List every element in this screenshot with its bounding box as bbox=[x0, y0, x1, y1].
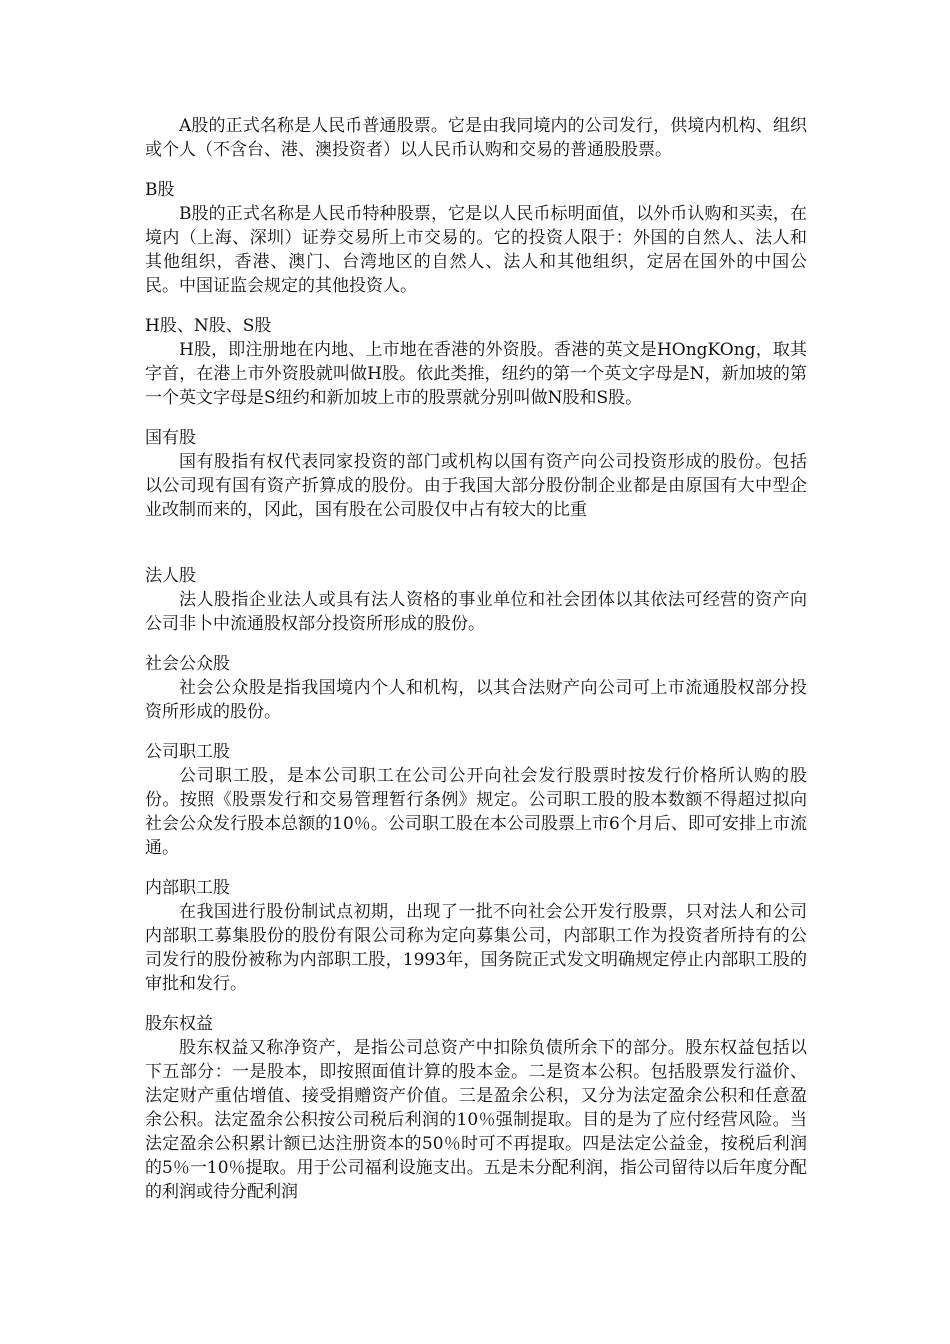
public-share-heading: 社会公众股 bbox=[145, 654, 230, 674]
spacer bbox=[145, 724, 807, 740]
b-share-heading: B股 bbox=[145, 180, 175, 200]
internal-employee-share-heading: 内部职工股 bbox=[145, 878, 230, 898]
spacer bbox=[145, 162, 807, 178]
legal-person-share-paragraph: 法人股指企业法人或具有法人资格的事业单位和社会团体以其依法可经营的资产向公司非卜中流通股权部分投资所形成的股份。 bbox=[145, 590, 807, 634]
document-page bbox=[145, 114, 807, 1204]
h-n-s-share-paragraph: H股，即注册地在内地、上市地在香港的外资股。香港的英文是HOngKOng，取其字首，在港上市外资股就叫做H股。依此类推，纽约的第一个英文字母是N，新加坡的第一个英文字母是S纽约和新加坡上市的股票就分别叫做N股和S股。 bbox=[145, 340, 807, 408]
employee-share-heading: 公司职工股 bbox=[145, 742, 230, 762]
spacer bbox=[145, 410, 807, 426]
internal-employee-share-paragraph: 在我国进行股份制试点初期，出现了一批不向社会公开发行股票，只对法人和公司内部职工募集股份的股份有限公司称为定向募集公司，内部职工作为投资者所持有的公司发行的股份被称为内部职工股，1993年，国务院正式发文明确规定停止内部职工股的审批和发行。 bbox=[145, 902, 807, 994]
h-n-s-share-heading: H股、N股、S股 bbox=[145, 316, 272, 336]
employee-share-paragraph: 公司职工股，是本公司职工在公司公开向社会发行股票时按发行价格所认购的股份。按照《股票发行和交易管理暂行条例》规定。公司职工股的股本数额不得超过拟向社会公众发行股本总额的10％。公司职工股在本公司股票上市6个月后、即可安排上市流通。 bbox=[145, 766, 807, 858]
a-share-paragraph: A股的正式名称是人民币普通股票。它是由我同境内的公司发行，供境内机构、组织或个人（不含台、港、澳投资者）以人民币认购和交易的普通股股票。 bbox=[145, 116, 807, 160]
spacer bbox=[145, 860, 807, 876]
state-share-heading: 国有股 bbox=[145, 428, 196, 448]
legal-person-share-heading: 法人股 bbox=[145, 566, 196, 586]
public-share-paragraph: 社会公众股是指我国境内个人和机构，以其合法财产向公司可上市流通股权部分投资所形成的股份。 bbox=[145, 678, 807, 722]
spacer bbox=[145, 636, 807, 652]
shareholder-equity-heading: 股东权益 bbox=[145, 1014, 213, 1034]
spacer bbox=[145, 298, 807, 314]
spacer bbox=[145, 996, 807, 1012]
b-share-paragraph: B股的正式名称是人民币特种股票，它是以人民币标明面值，以外币认购和买卖，在境内（上海、深圳）证券交易所上市交易的。它的投资人限于：外国的自然人、法人和其他组织，香港、澳门、台湾地区的自然人、法人和其他组织，定居在国外的中国公民。中国证监会规定的其他投资人。 bbox=[145, 204, 807, 296]
state-share-paragraph: 国有股指有权代表同家投资的部门或机构以国有资产向公司投资形成的股份。包括以公司现有国有资产折算成的股份。由于我国大部分股份制企业都是由原国有大中型企业改制而来的，冈此，国有股在公司股仅中占有较大的比重 bbox=[145, 452, 807, 520]
shareholder-equity-paragraph: 股东权益又称净资产，是指公司总资产中扣除负债所余下的部分。股东权益包括以下五部分：一是股本，即按照面值计算的股本金。二是资本公积。包括股票发行溢价、法定财产重估增值、接受捐赠资产价值。三是盈余公积，又分为法定盈余公积和任意盈余公积。法定盈余公积按公司税后利润的10％强制提取。目的是为了应付经营风险。当法定盈余公积累计额已达注册资本的50％时可不再提取。四是法定公益金，按税后利润的5％一10％提取。用于公司福利设施支出。五是未分配利润，指公司留待以后年度分配的利润或待分配利润 bbox=[145, 1038, 807, 1202]
spacer bbox=[145, 522, 807, 564]
